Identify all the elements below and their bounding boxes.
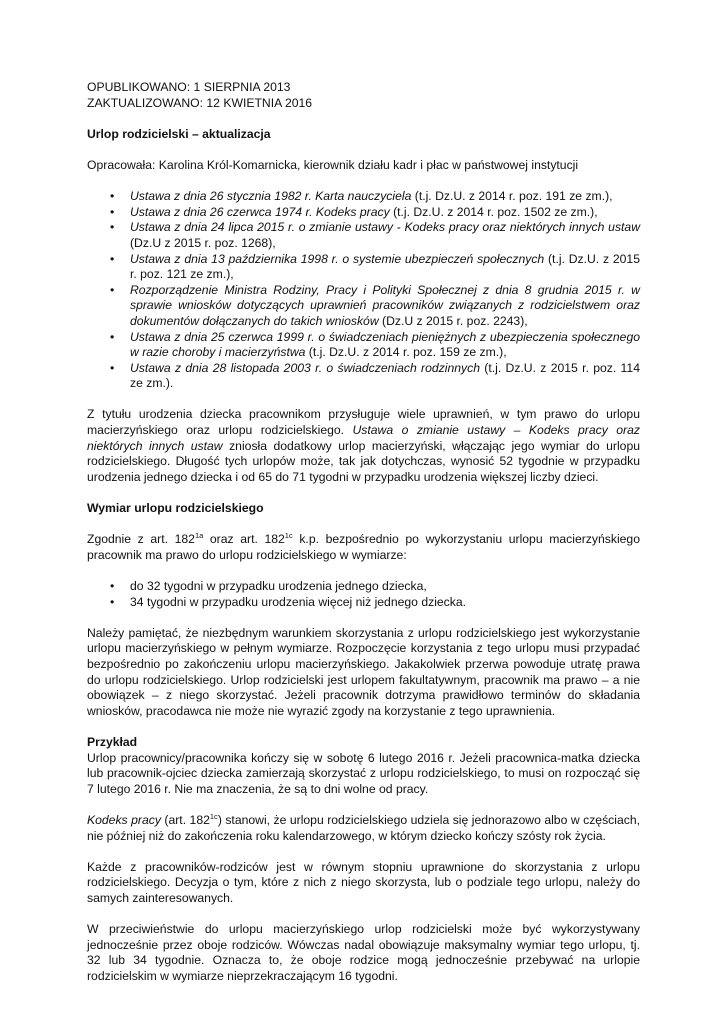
parents-paragraph: Każde z pracowników-rodziców jest w równym stopniu uprawnione do skorzystania z urlopu rodzicielskiego. Decyzja o tym, które z nich z niego skorzysta, lub o podziale tego urlopu, należy do samych zainteresowanych. [87,859,640,905]
example-heading: Przykład [87,734,138,749]
entitlement-paragraph: Zgodnie z art. $182^{1a}$ oraz art. $182^{1c}$ k.p. bezpośrednio po wykorzystaniu urlopu macierzyńskiego pracownik ma prawo do urlopu rodzicielskiego w wymiarze: [87,531,640,562]
list-item: • Ustawa z dnia 25 czerwca 1999 r. o świadczeniach pieniężnych z ubezpieczenia społecznego w razie choroby i macierzyństwa (t.j. Dz.U. z 2014 r. poz. 159 ze zm.), [87,330,640,361]
list-item: • Rozporządzenie Ministra Rodziny, Pracy i Polityki Społecznej z dnia 8 grudnia 2015 r. w sprawie wniosków dotyczących uprawnień pracowników związanych z rodzicielstwem oraz dokumentów dołączanych do takich wniosków (Dz.U z 2015 r. poz. 2243), [87,283,640,330]
document-page [87,80,640,984]
list-item: • Ustawa z dnia 24 lipca 2015 r. o zmianie ustawy - Kodeks pracy oraz niektórych innych ustaw (Dz.U z 2015 r. poz. 1268), [87,220,640,251]
intro-paragraph: Z tytułu urodzenia dziecka pracownikom przysługuje wiele uprawnień, w tym prawo do urlopu macierzyńskiego oraz urlopu rodzicielskiego. Ustawa o zmianie ustawy – Kodeks pracy oraz niektórych innych ustaw zniosła dodatkowy urlop macierzyński, włączając jego wymiar do urlopu rodzicielskiego. Długość tych urlopów może, tak jak dotychczas, wynosić 52 tygodnie w przypadku urodzenia jednego dziecka i od 65 do 71 tygodni w przypadku urodzenia większej liczby dzieci. [87,407,640,484]
list-item: • do 32 tygodni w przypadku urodzenia jednego dziecka, [87,579,640,595]
updated-date: ZAKTUALIZOWANO: 12 KWIETNIA 2016 [87,95,313,110]
legal-basis-list [87,189,640,392]
list-item: • Ustawa z dnia 13 października 1998 r. o systemie ubezpieczeń społecznych (t.j. Dz.U. z 2015 r. poz. 121 ze zm.), [87,252,640,283]
author-line: Opracowała: Karolina Król-Komarnicka, kierownik działu kadr i płac w państwowej instytucji [87,157,579,172]
condition-paragraph: Należy pamiętać, że niezbędnym warunkiem skorzystania z urlopu rodzicielskiego jest wykorzystanie urlopu macierzyńskiego w pełnym wymiarze. Rozpoczęcie korzystania z tego urlopu musi przypadać bezpośrednio po zakończeniu urlopu macierzyńskiego. Jakakolwiek przerwa powoduje utratę prawa do urlopu rodzicielskiego. Urlop rodzicielski jest urlopem fakultatywnym, pracownik ma prawo – a nie obowiązek – z niego skorzystać. Jeżeli pracownik dotrzyma prawidłowo terminów do składania wniosków, pracodawca nie może nie wyrazić zgody na korzystanie z tego uprawnienia. [87,625,640,718]
kodeks-paragraph: Kodeks pracy (art. $182^{1c}$) stanowi, że urlopu rodzicielskiego udziela się jednorazowo albo w częściach, nie później niż do zakończenia roku kalendarzowego, w którym dziecko kończy szósty rok życia. [87,811,641,843]
list-item: • Ustawa z dnia 26 czerwca 1974 r. Kodeks pracy (t.j. Dz.U. z 2014 r. poz. 1502 ze zm.), [87,205,640,221]
list-item: • Ustawa z dnia 26 stycznia 1982 r. Karta nauczyciela (t.j. Dz.U. z 2014 r. poz. 191 ze zm.), [87,189,640,205]
leave-length-list [87,579,640,610]
list-item: • 34 tygodni w przypadku urodzenia więcej niż jednego dziecka. [87,595,640,611]
contrast-paragraph: W przeciwieństwie do urlopu macierzyńskiego urlop rodzicielski może być wykorzystywany jednocześnie przez oboje rodziców. Wówczas nadal obowiązuje maksymalny wymiar tego urlopu, tj. 32 lub 34 tygodnie. Oznacza to, że oboje rodzice mogą jednocześnie przebywać na urlopie rodzicielskim w wymiarze nieprzekraczającym 16 tygodni. [87,922,640,983]
published-date: OPUBLIKOWANO: 1 SIERPNIA 2013 [87,80,291,94]
example-paragraph: Urlop pracownicy/pracownika kończy się w sobotę 6 lutego 2016 r. Jeżeli pracownica-matka dziecka lub pracownik-ojciec dziecka zamierzają skorzystać z urlopu rodzicielskiego, to musi on rozpocząć się 7 lutego 2016 r. Nie ma znaczenia, że są to dni wolne od pracy. [87,750,640,796]
section-heading: Wymiar urlopu rodzicielskiego [87,501,264,516]
article-title: Urlop rodzicielski – aktualizacja [87,126,271,141]
list-item: • Ustawa z dnia 28 listopada 2003 r. o świadczeniach rodzinnych (t.j. Dz.U. z 2015 r. poz. 114 ze zm.). [87,361,640,392]
